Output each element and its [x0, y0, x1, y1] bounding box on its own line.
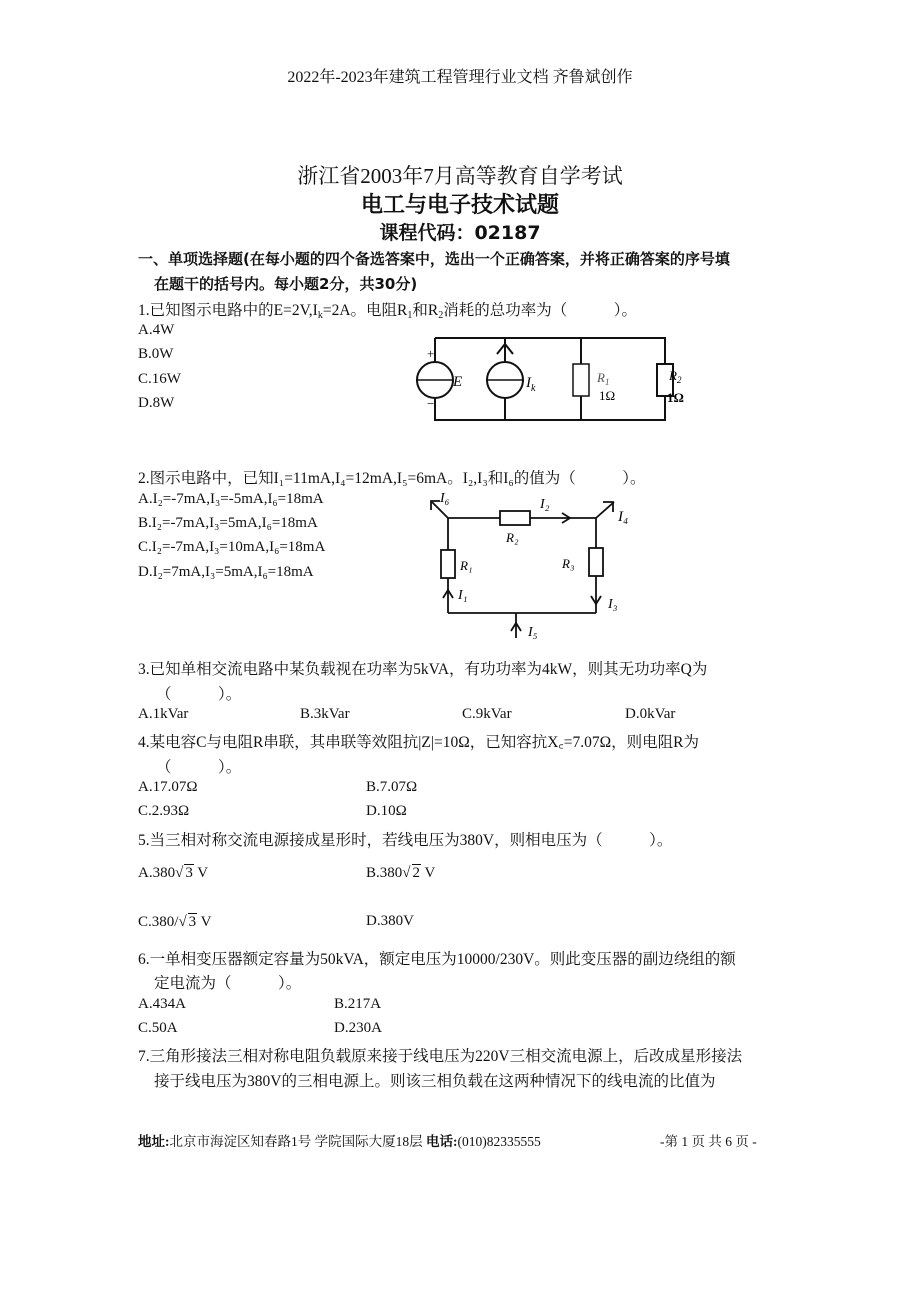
q2-option-b: B.I₂=-7mA,I₃=5mA,I₆=18mA [138, 515, 318, 531]
fig2-label-i6: I₆ [440, 491, 450, 506]
q4-option-a: A.17.07Ω [138, 779, 198, 795]
fig1-minus: − [427, 396, 435, 411]
sqrt-icon: √ [175, 865, 184, 881]
resistor-r1-icon [573, 364, 589, 396]
q7-stem-cont: 接于线电压为380V的三相电源上。则该三相负载在这两种情况下的线电流的比值为 [154, 1073, 716, 1090]
fig2-label-i2: I₂ [540, 497, 550, 512]
resistor-r1-icon [441, 550, 455, 578]
fig2-label-r3: R₃ [562, 556, 575, 571]
q1-option-b: B.0W [138, 346, 174, 362]
q1-option-c: C.16W [138, 371, 181, 387]
fig2-label-i5: I₅ [528, 625, 538, 640]
sqrt-icon: √ [402, 865, 411, 881]
fig1-label-e: E [453, 374, 463, 390]
q5-option-d: D.380V [366, 913, 414, 929]
q6-stem-cont: 定电流为（ ）。 [154, 975, 302, 992]
fig1-r1-value: 1Ω [599, 388, 616, 403]
fig2-label-i1: I₁ [458, 588, 468, 603]
fig1-r2-value: 1Ω [667, 390, 684, 405]
q4-option-c: C.2.93Ω [138, 803, 190, 819]
section-heading: 一、单项选择题(在每小题的四个备选答案中，选出一个正确答案，并将正确答案的序号填 [138, 250, 730, 268]
resistor-r2-icon [500, 511, 530, 525]
q1-option-d: D.8W [138, 395, 175, 411]
q2-stem: 2.图示电路中，已知I₁=11mA,I₄=12mA,I₅=6mA。I₂,I₃和I₆的值为（ ）。 [138, 470, 646, 487]
fig2-label-i4: I₄ [618, 509, 629, 525]
exam-title: 浙江省2003年7月高等教育自学考试 [297, 164, 623, 188]
q6-stem: 6.一单相变压器额定容量为50kVA，额定电压为10000/230V。则此变压器的副边绕组的额 [138, 951, 736, 968]
q3-option-a: A.1kVar [138, 706, 189, 722]
fig1-label-r2: $R_2$ [669, 368, 682, 385]
q5-option-a: A.380√ 3 V [138, 865, 209, 881]
course-code: 课程代码：02187 [379, 222, 541, 244]
subject-title: 电工与电子技术试题 [360, 193, 559, 218]
q2-option-d: D.I₂=7mA,I₃=5mA,I₆=18mA [138, 564, 314, 580]
voltage-source-icon [417, 362, 453, 398]
resistor-r3-icon [589, 548, 603, 576]
q4-option-b: B.7.07Ω [366, 779, 418, 795]
q3-stem-cont: （ ）。 [156, 686, 242, 703]
q1-circuit-diagram [405, 332, 685, 432]
q4-stem-cont: （ ）。 [156, 759, 242, 776]
q6-option-c: C.50A [138, 1020, 178, 1036]
sqrt-icon: √ [178, 914, 187, 930]
q5-stem: 5.当三相对称交流电源接成星形时，若线电压为380V，则相电压为（ ）。 [138, 832, 673, 849]
q7-stem: 7.三角形接法三相对称电阻负载原来接于线电压为220V三相交流电源上，后改成星形接法 [138, 1048, 743, 1065]
q1-stem: 1.已知图示电路中的$E=2V,I_k=2A$。电阻$R_1$和$R_2$消耗的总功率为（ ）。 [138, 302, 637, 321]
q6-option-b: B.217A [334, 996, 382, 1012]
page-header: 2022年-2023年建筑工程管理行业文档 齐鲁斌创作 [287, 69, 633, 86]
q3-option-b: B.3kVar [300, 706, 350, 722]
section-heading-cont: 在题干的括号内。每小题2分，共30分) [154, 275, 418, 293]
fig2-label-r1: R₁ [460, 558, 473, 573]
footer-page-number: -第 1 页 共 6 页 - [660, 1134, 757, 1149]
q3-option-d: D.0kVar [625, 706, 676, 722]
q4-stem: 4.某电容C与电阻R串联，其串联等效阻抗|Z|=10Ω，已知容抗X꜀=7.07Ω，则电阻R为 [138, 734, 700, 751]
q5-option-c: C.380/√ 3 V [138, 914, 212, 930]
q4-option-d: D.10Ω [366, 803, 407, 819]
q3-stem: 3.已知单相交流电路中某负载视在功率为5kVA，有功功率为4kW，则其无功功率Q为 [138, 661, 708, 678]
fig2-label-r2: R₂ [506, 530, 519, 545]
footer-address: 地址:北京市海淀区知春路1号 学院国际大厦18层 电话:(010)82335555 [138, 1134, 541, 1149]
q6-option-a: A.434A [138, 996, 186, 1012]
q5-option-b: B.380√ 2 V [366, 865, 436, 881]
fig1-label-i: $I_k$ [526, 375, 536, 394]
q2-circuit-diagram [400, 488, 640, 643]
fig1-plus: + [427, 346, 435, 361]
q6-option-d: D.230A [334, 1020, 382, 1036]
q3-option-c: C.9kVar [462, 706, 512, 722]
q1-option-a: A.4W [138, 322, 175, 338]
q2-option-c: C.I₂=-7mA,I₃=10mA,I₆=18mA [138, 539, 326, 555]
fig2-label-i3: I₃ [608, 597, 618, 612]
fig1-label-r1: $R_1$ [597, 370, 610, 387]
q2-option-a: A.I₂=-7mA,I₃=-5mA,I₆=18mA [138, 491, 324, 507]
